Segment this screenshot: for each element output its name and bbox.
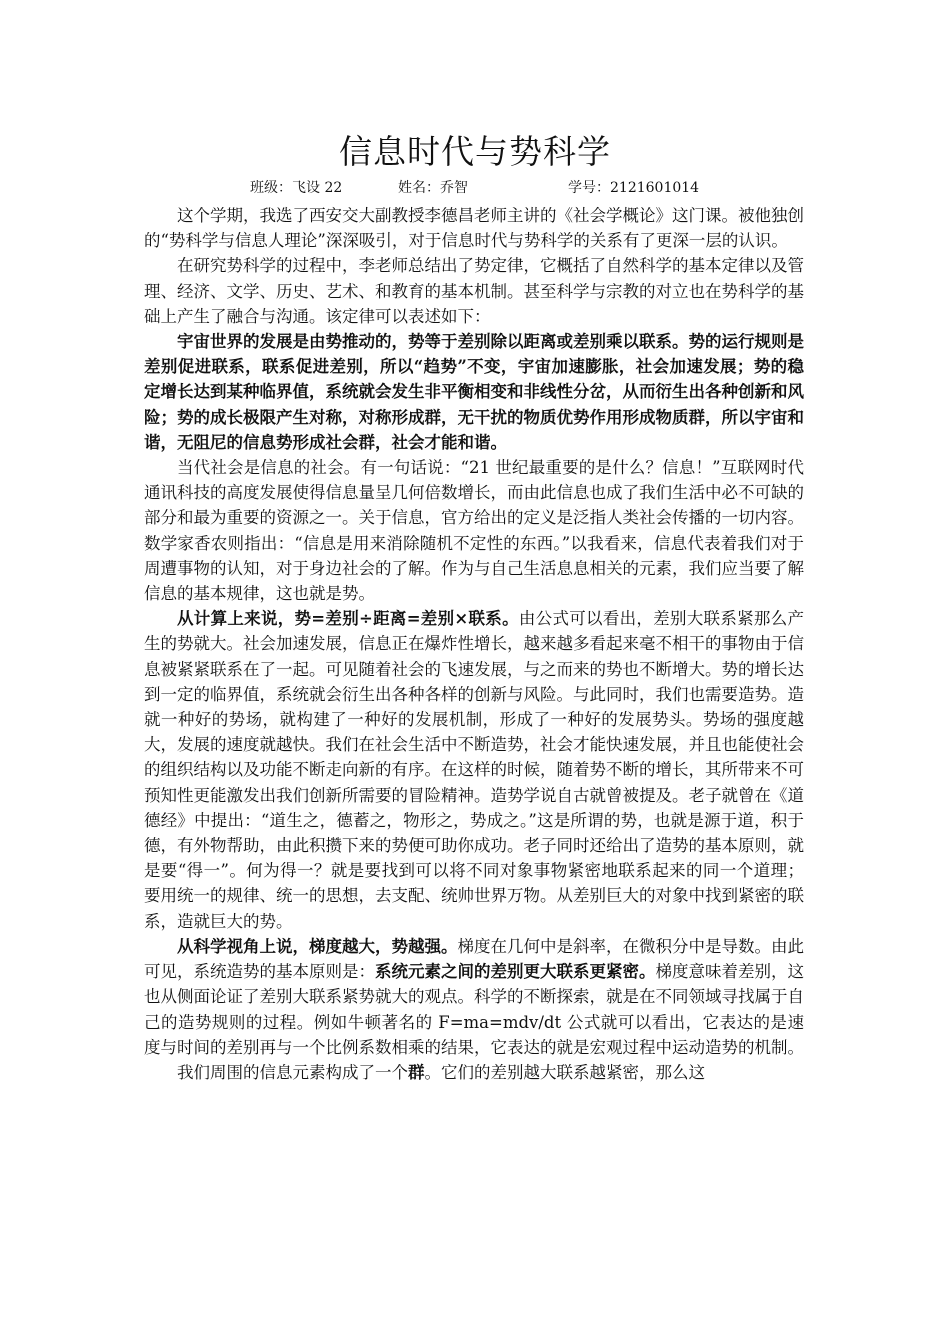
paragraph-calculation bbox=[144, 606, 804, 934]
calculation-text: 由公式可以看出，差别大联系紧那么产生的势就大。社会加速发展，信息正在爆炸性增长，越来越多看起来毫不相干的事物由于信息被紧紧联系在了一起。可见随着社会的飞速发展，与之而来的势也不断增大。势的增长达到一定的临界值，系统就会衍生出各种各样的创新与风险。与此同时，我们也需要造势。造就一种好的势场，就构建了一种好的发展机制，形成了一种好的发展势头。势场的强度越大，发展的速度就越快。我们在社会生活中不断造势，社会才能快速发展，并且也能使社会的组织结构以及功能不断走向新的有序。在这样的时候，随着势不断的增长，其所带来不可预知性更能激发出我们创新所需要的冒险精神。造势学说自古就曾被提及。老子就曾在《道德经》中提出：“道生之，德蓄之，物形之，势成之。”这是所谓的势，也就是源于道，积于德，有外物帮助，由此积攒下来的势便可助你成功。老子同时还给出了造势的基本原则，就是要“得一”。何为得一？就是要找到可以将不同对象事物紧密地联系起来的同一个道理；要用统一的规律、统一的思想，去支配、统帅世界万物。从差别巨大的对象中找到紧密的联系，造就巨大的势。 bbox=[144, 609, 804, 931]
group-bold: 群 bbox=[408, 1062, 425, 1082]
law-statement-bold: 宇宙世界的发展是由势推动的，势等于差别除以距离或差别乘以联系。势的运行规则是差别促进联系，联系促进差别，所以“趋势”不变，宇宙加速膨胀，社会加速发展；势的稳定增长达到某种临界值，系统就会发生非平衡相变和非线性分岔，从而衍生出各种创新和风险；势的成长极限产生对称，对称形成群，无干扰的物质优势作用形成物质群，所以宇宙和谐，无阻尼的信息势形成社会群，社会才能和谐。 bbox=[144, 332, 804, 452]
gradient-principle-bold: 系统元素之间的差别更大联系更紧密。 bbox=[375, 962, 656, 982]
class-info: 班级：飞设 22 bbox=[250, 180, 343, 196]
paragraph-intro: 这个学期，我选了西安交大副教授李德昌老师主讲的《社会学概论》这门课。被他独创的“势科学与信息人理论”深深吸引，对于信息时代与势科学的关系有了更深一层的认识。 bbox=[144, 206, 804, 251]
calculation-formula-bold: 从计算上来说，势=差别÷距离=差别×联系。 bbox=[177, 609, 519, 629]
group-text-b: 。它们的差别越大联系越紧密，那么这 bbox=[424, 1062, 705, 1082]
document-body bbox=[144, 203, 804, 1085]
gradient-text-rest: 梯度意味着差别，这也从侧面论证了差别大联系紧势就大的观点。科学的不断探索，就是在不同领域寻找属于自己的造势规则的过程。例如牛顿著名的 F=ma=mdv/dt 公式就可以看出，它表达的是速度与时间的差别再与一个比例系数相乘的结果，它表达的就是宏观过程中运动造势的机制。 bbox=[144, 962, 804, 1057]
paragraph-group bbox=[144, 1060, 804, 1085]
name-info: 姓名：乔智 bbox=[398, 180, 468, 196]
paragraph-gradient bbox=[144, 934, 804, 1060]
paragraph-information-society: 当代社会是信息的社会。有一句话说：“21 世纪最重要的是什么？信息！”互联网时代通讯科技的高度发展使得信息量呈几何倍数增长，而由此信息也成了我们生活中必不可缺的部分和最为重要的资源之一。关于信息，官方给出的定义是泛指人类社会传播的一切内容。数学家香农则指出：“信息是用来消除随机不定性的东西。”以我看来，信息代表着我们对于周遭事物的认知，对于身边社会的了解。作为与自己生活息息相关的元素，我们应当要了解信息的基本规律，这也就是势。 bbox=[144, 458, 804, 604]
paragraph-law-intro: 在研究势科学的过程中，李老师总结出了势定律，它概括了自然科学的基本定律以及管理、经济、文学、历史、艺术、和教育的基本机制。甚至科学与宗教的对立也在势科学的基础上产生了融合与沟通。该定律可以表述如下： bbox=[144, 256, 804, 326]
author-info-line bbox=[0, 178, 950, 198]
paragraph-law-statement bbox=[144, 329, 804, 455]
student-id-info: 学号：2121601014 bbox=[568, 180, 700, 196]
gradient-heading-bold: 从科学视角上说，梯度越大，势越强。 bbox=[177, 936, 458, 956]
gradient-text: 梯度在几何中是斜率，在微积分中是导数。由此可见，系统造势的基本原则是： bbox=[144, 936, 804, 982]
group-text-a: 我们周围的信息元素构成了一个 bbox=[177, 1062, 408, 1082]
document-title: 信息时代与势科学 bbox=[339, 132, 611, 171]
